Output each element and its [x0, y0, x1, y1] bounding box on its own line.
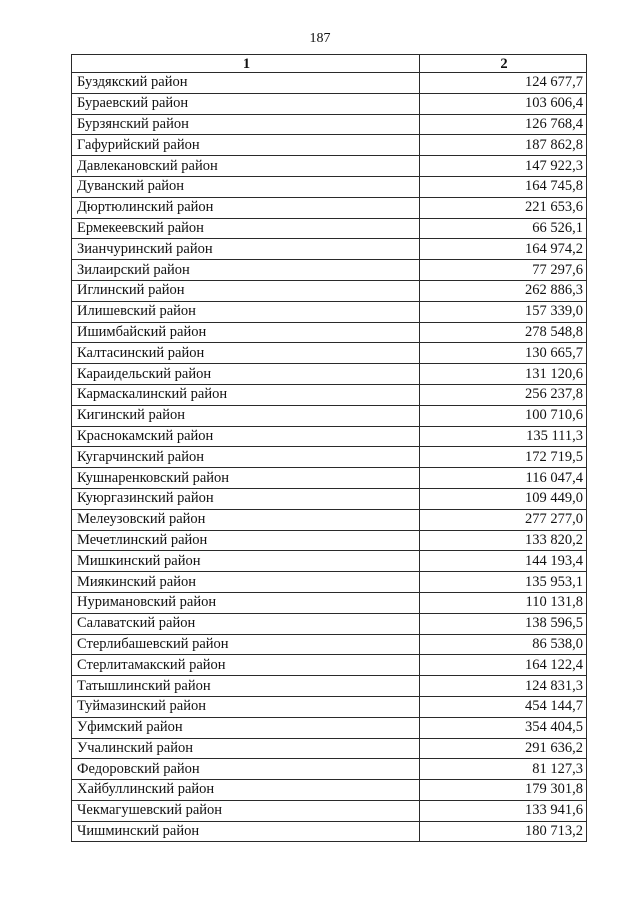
district-name-cell: Татышлинский район: [72, 676, 420, 697]
amount-cell: 133 941,6: [420, 800, 587, 821]
amount-cell: 157 339,0: [420, 301, 587, 322]
amount-cell: 147 922,3: [420, 156, 587, 177]
page-number: 187: [309, 31, 331, 46]
district-name-cell: Миякинский район: [72, 572, 420, 593]
amount-cell: 180 713,2: [420, 821, 587, 842]
district-name-cell: Туймазинский район: [72, 696, 420, 717]
table-row: [72, 447, 587, 468]
district-table: [71, 54, 587, 842]
district-name-cell: Хайбуллинский район: [72, 780, 420, 801]
table-row: [72, 572, 587, 593]
table-row: [72, 488, 587, 509]
amount-cell: 130 665,7: [420, 343, 587, 364]
amount-cell: 109 449,0: [420, 488, 587, 509]
district-name-cell: Караидельский район: [72, 364, 420, 385]
district-name-cell: Мелеузовский район: [72, 509, 420, 530]
district-name-cell: Кармаскалинский район: [72, 384, 420, 405]
district-name-cell: Илишевский район: [72, 301, 420, 322]
table-row: [72, 738, 587, 759]
district-name-cell: Бурзянский район: [72, 114, 420, 135]
amount-cell: 66 526,1: [420, 218, 587, 239]
table-row: [72, 114, 587, 135]
table-row: [72, 280, 587, 301]
district-name-cell: Чишминский район: [72, 821, 420, 842]
table-row: [72, 343, 587, 364]
district-name-cell: Ишимбайский район: [72, 322, 420, 343]
district-name-cell: Стерлибашевский район: [72, 634, 420, 655]
amount-cell: 354 404,5: [420, 717, 587, 738]
table-row: [72, 551, 587, 572]
district-name-cell: Дюртюлинский район: [72, 197, 420, 218]
district-name-cell: Мечетлинский район: [72, 530, 420, 551]
table-row: [72, 696, 587, 717]
district-name-cell: Уфимский район: [72, 717, 420, 738]
amount-cell: 100 710,6: [420, 405, 587, 426]
table-row: [72, 364, 587, 385]
district-name-cell: Учалинский район: [72, 738, 420, 759]
table-row: [72, 592, 587, 613]
table-header-row: [72, 55, 587, 73]
amount-cell: 77 297,6: [420, 260, 587, 281]
table-row: [72, 509, 587, 530]
table-row: [72, 468, 587, 489]
amount-cell: 116 047,4: [420, 468, 587, 489]
table-body: [72, 73, 587, 842]
amount-cell: 124 831,3: [420, 676, 587, 697]
district-name-cell: Кигинский район: [72, 405, 420, 426]
table-row: [72, 322, 587, 343]
district-name-cell: Нуримановский район: [72, 592, 420, 613]
table-row: [72, 135, 587, 156]
amount-cell: 221 653,6: [420, 197, 587, 218]
district-name-cell: Мишкинский район: [72, 551, 420, 572]
table-row: [72, 384, 587, 405]
district-name-cell: Кушнаренковский район: [72, 468, 420, 489]
amount-cell: 291 636,2: [420, 738, 587, 759]
district-name-cell: Иглинский район: [72, 280, 420, 301]
table-row: [72, 73, 587, 94]
table-row: [72, 197, 587, 218]
table-row: [72, 800, 587, 821]
amount-cell: 144 193,4: [420, 551, 587, 572]
district-name-cell: Бураевский район: [72, 93, 420, 114]
district-name-cell: Давлекановский район: [72, 156, 420, 177]
amount-cell: 454 144,7: [420, 696, 587, 717]
district-name-cell: Буздякский район: [72, 73, 420, 94]
amount-cell: 135 111,3: [420, 426, 587, 447]
table-row: [72, 634, 587, 655]
district-name-cell: Кугарчинский район: [72, 447, 420, 468]
district-name-cell: Федоровский район: [72, 759, 420, 780]
amount-cell: 124 677,7: [420, 73, 587, 94]
table-row: [72, 93, 587, 114]
district-name-cell: Калтасинский район: [72, 343, 420, 364]
table-row: [72, 530, 587, 551]
amount-cell: 278 548,8: [420, 322, 587, 343]
amount-cell: 164 974,2: [420, 239, 587, 260]
district-name-cell: Зилаирский район: [72, 260, 420, 281]
district-name-cell: Чекмагушевский район: [72, 800, 420, 821]
district-name-cell: Зианчуринский район: [72, 239, 420, 260]
amount-cell: 131 120,6: [420, 364, 587, 385]
amount-cell: 277 277,0: [420, 509, 587, 530]
district-name-cell: Стерлитамакский район: [72, 655, 420, 676]
column-header-2: 2: [420, 55, 587, 73]
amount-cell: 138 596,5: [420, 613, 587, 634]
district-name-cell: Куюргазинский район: [72, 488, 420, 509]
district-name-cell: Гафурийский район: [72, 135, 420, 156]
amount-cell: 135 953,1: [420, 572, 587, 593]
amount-cell: 164 745,8: [420, 176, 587, 197]
table-row: [72, 260, 587, 281]
table-row: [72, 821, 587, 842]
table-row: [72, 759, 587, 780]
district-name-cell: Краснокамский район: [72, 426, 420, 447]
table-row: [72, 301, 587, 322]
amount-cell: 86 538,0: [420, 634, 587, 655]
amount-cell: 126 768,4: [420, 114, 587, 135]
amount-cell: 187 862,8: [420, 135, 587, 156]
table-row: [72, 717, 587, 738]
table-row: [72, 239, 587, 260]
column-header-1: 1: [72, 55, 420, 73]
amount-cell: 133 820,2: [420, 530, 587, 551]
table-row: [72, 426, 587, 447]
amount-cell: 81 127,3: [420, 759, 587, 780]
table-row: [72, 676, 587, 697]
district-name-cell: Ермекеевский район: [72, 218, 420, 239]
table-row: [72, 405, 587, 426]
table-row: [72, 655, 587, 676]
amount-cell: 262 886,3: [420, 280, 587, 301]
amount-cell: 256 237,8: [420, 384, 587, 405]
table-row: [72, 156, 587, 177]
amount-cell: 110 131,8: [420, 592, 587, 613]
amount-cell: 172 719,5: [420, 447, 587, 468]
table-row: [72, 613, 587, 634]
amount-cell: 179 301,8: [420, 780, 587, 801]
district-name-cell: Салаватский район: [72, 613, 420, 634]
amount-cell: 103 606,4: [420, 93, 587, 114]
district-name-cell: Дуванский район: [72, 176, 420, 197]
table-row: [72, 176, 587, 197]
table-row: [72, 780, 587, 801]
table-row: [72, 218, 587, 239]
amount-cell: 164 122,4: [420, 655, 587, 676]
